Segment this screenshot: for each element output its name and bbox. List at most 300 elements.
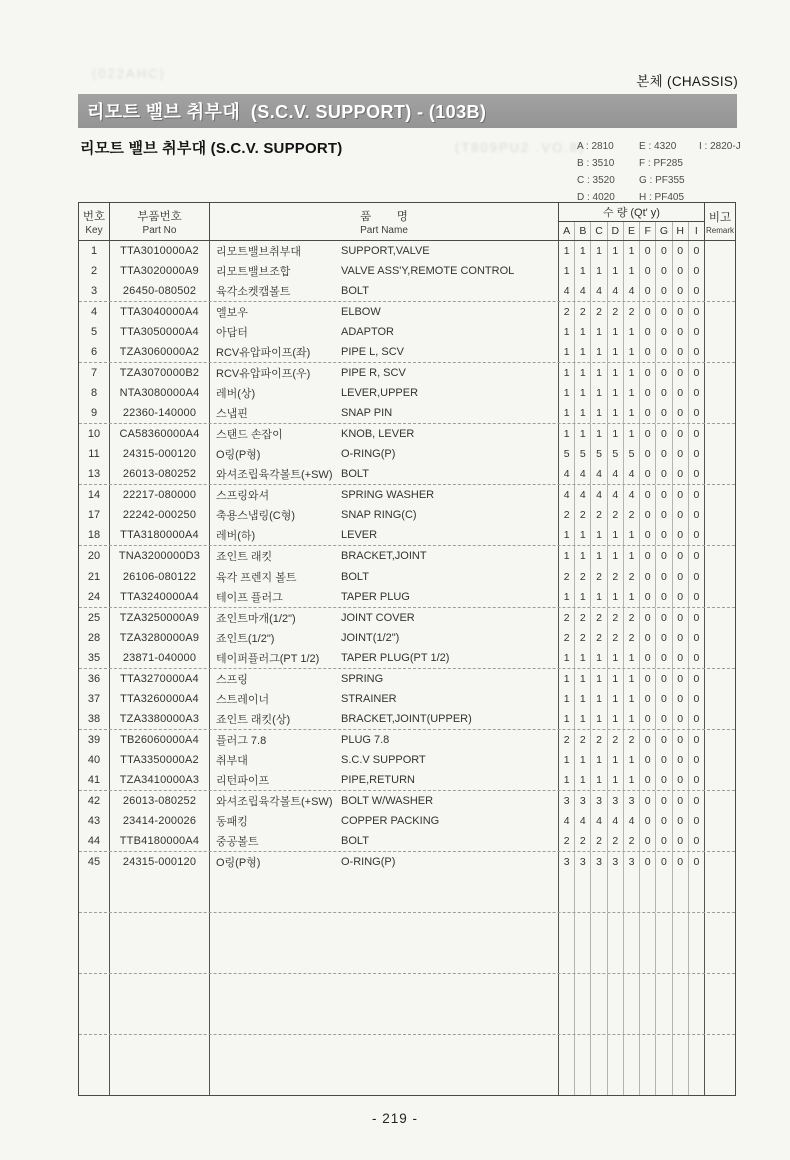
part-name-korean: 중공볼트: [216, 835, 259, 848]
part-name-english: KNOB, LEVER: [341, 428, 415, 441]
cell-qty: 3: [574, 852, 590, 872]
cell-qty: 0: [639, 689, 655, 709]
cell-qty: 1: [590, 689, 606, 709]
cell-qty: 2: [558, 831, 574, 851]
cell-qty: 4: [590, 464, 606, 484]
cell-qty: 1: [574, 587, 590, 607]
cell-key: [79, 892, 109, 912]
part-name-korean: 죠인트 래킷(상): [216, 713, 291, 726]
cell-part-name: [209, 1075, 558, 1095]
cell-qty: 2: [590, 302, 606, 322]
cell-qty: [688, 1035, 704, 1055]
cell-qty: 2: [623, 730, 639, 750]
cell-remark: [704, 1055, 735, 1075]
cell-qty: 0: [655, 831, 671, 851]
cell-key: 5: [90, 326, 98, 339]
cell-qty: 0: [655, 791, 671, 811]
cell-qty: 0: [672, 485, 688, 505]
header-remark: 비고 Remark: [704, 203, 735, 240]
cell-qty: 2: [623, 628, 639, 648]
cell-qty: 1: [574, 322, 590, 342]
cell-qty: 2: [574, 567, 590, 587]
cell-key: 7: [90, 367, 98, 380]
cell-qty: 1: [574, 709, 590, 729]
cell-part-name: [209, 505, 558, 525]
cell-remark: [704, 913, 735, 933]
cell-part-name: [209, 648, 558, 668]
legend-entry: [699, 155, 741, 172]
cell-qty: [672, 1055, 688, 1075]
cell-qty: 2: [607, 730, 623, 750]
cell-qty: 0: [688, 485, 704, 505]
cell-qty: 0: [655, 770, 671, 790]
cell-qty: 1: [590, 709, 606, 729]
cell-qty: 0: [672, 852, 688, 872]
cell-qty: 0: [639, 261, 655, 281]
part-name-korean: 테이퍼플러그(PT 1/2): [216, 652, 320, 665]
cell-qty: [672, 933, 688, 953]
cell-qty: 1: [558, 424, 574, 444]
cell-qty: 0: [672, 322, 688, 342]
cell-qty: 0: [639, 444, 655, 464]
cell-key: 9: [90, 407, 98, 420]
cell-part-name: [209, 669, 558, 689]
cell-part-no: TTB4180000A4: [109, 831, 209, 851]
cell-part-no: [109, 933, 209, 953]
table-row: [79, 628, 735, 648]
cell-key: 41: [87, 773, 101, 786]
cell-qty: 1: [623, 546, 639, 566]
cell-qty: 2: [574, 608, 590, 628]
cell-qty: 0: [688, 546, 704, 566]
cell-qty: [623, 1014, 639, 1034]
table-row: [79, 791, 735, 811]
cell-qty: 2: [574, 505, 590, 525]
cell-qty: 2: [623, 831, 639, 851]
cell-part-no: TTA3040000A4: [109, 302, 209, 322]
cell-qty: 0: [688, 648, 704, 668]
cell-qty: 0: [672, 444, 688, 464]
cell-qty: [688, 953, 704, 973]
cell-qty: [688, 913, 704, 933]
cell-qty: 4: [574, 811, 590, 831]
cell-part-no: 22217-080000: [109, 485, 209, 505]
cell-part-name: [209, 750, 558, 770]
cell-part-no: TZA3280000A9: [109, 628, 209, 648]
cell-qty: 1: [607, 241, 623, 261]
cell-qty: [574, 953, 590, 973]
cell-qty: 2: [607, 628, 623, 648]
cell-qty: 0: [655, 302, 671, 322]
cell-qty: 0: [672, 587, 688, 607]
cell-key: 35: [87, 651, 101, 664]
cell-qty: 0: [639, 241, 655, 261]
cell-key: 36: [87, 672, 101, 685]
cell-remark: [704, 994, 735, 1014]
cell-qty: 1: [623, 322, 639, 342]
cell-qty: 0: [639, 709, 655, 729]
cell-part-no: NTA3080000A4: [109, 383, 209, 403]
cell-qty: 1: [574, 261, 590, 281]
cell-remark: [704, 1075, 735, 1095]
cell-qty: 4: [574, 281, 590, 301]
table-row: [79, 424, 735, 444]
cell-qty: 0: [672, 363, 688, 383]
cell-part-name: [209, 608, 558, 628]
cell-part-name: [209, 831, 558, 851]
cell-qty: 5: [590, 444, 606, 464]
print-through-artifact-left: (022AHC): [92, 66, 166, 81]
cell-qty: 0: [688, 383, 704, 403]
cell-qty: 0: [639, 831, 655, 851]
part-name-korean: 레버(상): [216, 388, 256, 401]
cell-qty: [655, 1014, 671, 1034]
cell-qty: 4: [590, 281, 606, 301]
cell-part-no: [109, 953, 209, 973]
cell-qty: [639, 974, 655, 994]
cell-qty: 4: [607, 281, 623, 301]
cell-remark: [704, 403, 735, 423]
table-row: [79, 831, 735, 852]
cell-qty: 0: [672, 546, 688, 566]
print-through-artifact-right: (T809PU2 .VO.8): [455, 140, 586, 155]
cell-qty: 0: [655, 608, 671, 628]
cell-qty: 0: [655, 669, 671, 689]
cell-qty: 1: [607, 770, 623, 790]
qty-col-letters: [559, 222, 704, 240]
cell-part-name: [209, 994, 558, 1014]
header-key: 번호 Key: [82, 210, 106, 236]
cell-qty: 2: [558, 608, 574, 628]
cell-qty: [672, 1035, 688, 1055]
cell-remark: [704, 281, 735, 301]
part-name-english: BOLT W/WASHER: [341, 794, 434, 807]
cell-qty: [688, 892, 704, 912]
cell-qty: 2: [607, 505, 623, 525]
cell-part-name: [209, 933, 558, 953]
qty-col-letter: F: [639, 222, 655, 240]
cell-qty: 0: [672, 464, 688, 484]
cell-qty: 2: [574, 730, 590, 750]
cell-qty: 0: [688, 241, 704, 261]
header-part-no: 부품번호 Part No: [109, 203, 209, 240]
cell-qty: [639, 1075, 655, 1095]
cell-qty: [688, 933, 704, 953]
cell-qty: 2: [607, 567, 623, 587]
cell-qty: 0: [672, 831, 688, 851]
cell-part-no: 23871-040000: [109, 648, 209, 668]
cell-qty: 1: [607, 322, 623, 342]
cell-qty: [672, 1075, 688, 1095]
cell-qty: 1: [558, 322, 574, 342]
cell-qty: [639, 953, 655, 973]
cell-qty: 1: [590, 525, 606, 545]
cell-qty: 0: [655, 811, 671, 831]
cell-qty: [639, 1035, 655, 1055]
cell-part-name: [209, 953, 558, 973]
cell-qty: [639, 913, 655, 933]
table-row-empty: [79, 1055, 735, 1075]
part-name-english: SNAP RING(C): [341, 509, 417, 522]
cell-qty: 1: [607, 669, 623, 689]
cell-part-name: [209, 567, 558, 587]
cell-part-no: TZA3070000B2: [109, 363, 209, 383]
cell-key: [79, 872, 109, 892]
cell-qty: [655, 892, 671, 912]
cell-part-name: [209, 403, 558, 423]
cell-qty: 0: [655, 424, 671, 444]
cell-qty: [607, 953, 623, 973]
cell-qty: 0: [639, 852, 655, 872]
table-row: [79, 261, 735, 281]
cell-key: 4: [90, 306, 98, 319]
cell-qty: [655, 1035, 671, 1055]
cell-qty: 1: [623, 709, 639, 729]
cell-qty: 0: [639, 730, 655, 750]
cell-part-name: [209, 281, 558, 301]
cell-remark: [704, 444, 735, 464]
page-number: - 219 -: [371, 1111, 419, 1126]
cell-qty: 1: [590, 363, 606, 383]
cell-qty: 1: [623, 648, 639, 668]
cell-part-no: TTA3240000A4: [109, 587, 209, 607]
part-name-korean: 레버(하): [216, 530, 256, 543]
cell-qty: 1: [558, 770, 574, 790]
cell-qty: 0: [639, 567, 655, 587]
cell-qty: 2: [558, 302, 574, 322]
cell-qty: 1: [590, 587, 606, 607]
cell-qty: [590, 892, 606, 912]
cell-part-name: [209, 852, 558, 872]
cell-part-no: [109, 994, 209, 1014]
table-row-empty: [79, 974, 735, 994]
table-body: [79, 241, 735, 1095]
cell-qty: 0: [672, 383, 688, 403]
cell-qty: 0: [672, 261, 688, 281]
cell-qty: 0: [655, 403, 671, 423]
cell-qty: [623, 933, 639, 953]
cell-part-name: [209, 709, 558, 729]
cell-qty: 1: [623, 770, 639, 790]
cell-qty: 0: [639, 750, 655, 770]
cell-qty: 0: [655, 525, 671, 545]
cell-qty: [623, 1055, 639, 1075]
cell-part-no: [109, 1014, 209, 1034]
part-name-korean: 와셔조립육각볼트(+SW): [216, 469, 333, 482]
cell-qty: [590, 994, 606, 1014]
cell-qty: [558, 1075, 574, 1095]
cell-part-no: 26450-080502: [109, 281, 209, 301]
cell-remark: [704, 485, 735, 505]
cell-qty: 2: [607, 608, 623, 628]
cell-qty: 0: [655, 241, 671, 261]
cell-qty: 5: [607, 444, 623, 464]
cell-qty: 2: [590, 608, 606, 628]
cell-key: 3: [90, 285, 98, 298]
table-row: [79, 241, 735, 261]
cell-part-no: 22360-140000: [109, 403, 209, 423]
cell-part-name: [209, 302, 558, 322]
cell-part-name: [209, 363, 558, 383]
cell-qty: 0: [688, 831, 704, 851]
cell-qty: 0: [688, 852, 704, 872]
cell-part-name: [209, 974, 558, 994]
cell-qty: [623, 1075, 639, 1095]
cell-remark: [704, 811, 735, 831]
cell-key: 21: [87, 570, 101, 583]
table-row: [79, 342, 735, 363]
cell-qty: 1: [558, 689, 574, 709]
cell-qty: 2: [590, 831, 606, 851]
table-row: [79, 587, 735, 608]
cell-qty: [672, 913, 688, 933]
cell-part-name: [209, 872, 558, 892]
part-name-english: PLUG 7.8: [341, 733, 390, 746]
table-row: [79, 525, 735, 546]
cell-qty: [558, 933, 574, 953]
cell-qty: [639, 1014, 655, 1034]
cell-qty: 4: [558, 485, 574, 505]
cell-qty: 1: [574, 546, 590, 566]
cell-qty: 1: [607, 424, 623, 444]
cell-key: 42: [87, 794, 101, 807]
cell-qty: [639, 933, 655, 953]
cell-qty: 2: [590, 567, 606, 587]
table-row: [79, 464, 735, 485]
cell-qty: [590, 1014, 606, 1034]
cell-qty: [590, 913, 606, 933]
legend-entry: I : 2820-J: [699, 141, 741, 152]
cell-qty: [607, 1035, 623, 1055]
part-name-english: BOLT: [341, 285, 369, 298]
cell-part-no: [109, 1055, 209, 1075]
cell-qty: [655, 994, 671, 1014]
cell-qty: 1: [607, 750, 623, 770]
cell-qty: 1: [558, 709, 574, 729]
part-name-korean: 플러그 7.8: [216, 734, 267, 747]
cell-qty: 3: [607, 852, 623, 872]
cell-qty: 0: [688, 567, 704, 587]
cell-qty: 0: [655, 689, 671, 709]
cell-qty: 0: [672, 281, 688, 301]
cell-qty: 1: [558, 363, 574, 383]
cell-part-name: [209, 485, 558, 505]
cell-remark: [704, 852, 735, 872]
cell-key: 11: [88, 448, 100, 461]
part-name-english: BRACKET,JOINT: [341, 550, 427, 563]
legend-entry: C : 3520: [577, 175, 615, 186]
cell-qty: 1: [590, 322, 606, 342]
cell-qty: [574, 913, 590, 933]
cell-part-no: [109, 872, 209, 892]
cell-key: [79, 1075, 109, 1095]
table-row: [79, 546, 735, 566]
cell-key: 38: [87, 712, 101, 725]
cell-qty: 1: [607, 587, 623, 607]
cell-qty: 2: [558, 505, 574, 525]
cell-qty: [672, 974, 688, 994]
table-row: [79, 770, 735, 791]
cell-qty: [688, 994, 704, 1014]
cell-qty: 1: [623, 669, 639, 689]
cell-part-no: [109, 1035, 209, 1055]
cell-qty: [672, 872, 688, 892]
cell-qty: 1: [623, 689, 639, 709]
table-row-empty: [79, 892, 735, 913]
part-name-english: O-RING(P): [341, 855, 396, 868]
cell-qty: [688, 1014, 704, 1034]
cell-qty: [688, 1075, 704, 1095]
cell-qty: [607, 1014, 623, 1034]
cell-qty: 0: [688, 628, 704, 648]
cell-part-no: TZA3060000A2: [109, 342, 209, 362]
cell-qty: 0: [672, 505, 688, 525]
cell-qty: [607, 1075, 623, 1095]
cell-qty: 0: [672, 241, 688, 261]
cell-part-no: TTA3010000A2: [109, 241, 209, 261]
cell-part-no: 23414-200026: [109, 811, 209, 831]
legend-entry: G : PF355: [639, 175, 685, 186]
table-row: [79, 852, 735, 872]
legend-entry: E : 4320: [639, 141, 677, 152]
cell-qty: 1: [574, 669, 590, 689]
cell-qty: 4: [558, 281, 574, 301]
cell-qty: 1: [607, 383, 623, 403]
cell-qty: [623, 872, 639, 892]
cell-qty: [574, 872, 590, 892]
cell-qty: 0: [672, 628, 688, 648]
cell-qty: 3: [558, 791, 574, 811]
cell-part-no: CA58360000A4: [109, 424, 209, 444]
cell-part-no: [109, 913, 209, 933]
cell-qty: 1: [574, 383, 590, 403]
cell-qty: [574, 933, 590, 953]
cell-qty: 1: [607, 261, 623, 281]
cell-part-no: TTA3050000A4: [109, 322, 209, 342]
cell-qty: 1: [574, 750, 590, 770]
cell-qty: 4: [558, 464, 574, 484]
cell-key: 17: [87, 509, 101, 522]
cell-qty: 1: [590, 648, 606, 668]
cell-qty: 1: [590, 241, 606, 261]
qty-col-letter: E: [623, 222, 639, 240]
cell-qty: [607, 892, 623, 912]
table-row-empty: [79, 1014, 735, 1035]
cell-qty: 5: [558, 444, 574, 464]
cell-qty: [558, 1014, 574, 1034]
cell-qty: [558, 872, 574, 892]
cell-qty: 4: [574, 485, 590, 505]
section-label-chassis: 본체 (CHASSIS): [636, 74, 738, 89]
cell-qty: 1: [623, 750, 639, 770]
cell-part-name: [209, 1055, 558, 1075]
cell-key: [79, 913, 109, 933]
cell-qty: 1: [558, 750, 574, 770]
cell-qty: 1: [623, 241, 639, 261]
cell-part-name: [209, 241, 558, 261]
table-row: [79, 444, 735, 464]
cell-qty: 0: [639, 302, 655, 322]
cell-remark: [704, 424, 735, 444]
cell-qty: 0: [688, 403, 704, 423]
table-row: [79, 485, 735, 505]
cell-qty: 0: [655, 444, 671, 464]
cell-qty: [639, 892, 655, 912]
cell-qty: [574, 1035, 590, 1055]
cell-qty: 1: [590, 383, 606, 403]
cell-key: [79, 994, 109, 1014]
cell-part-name: [209, 811, 558, 831]
